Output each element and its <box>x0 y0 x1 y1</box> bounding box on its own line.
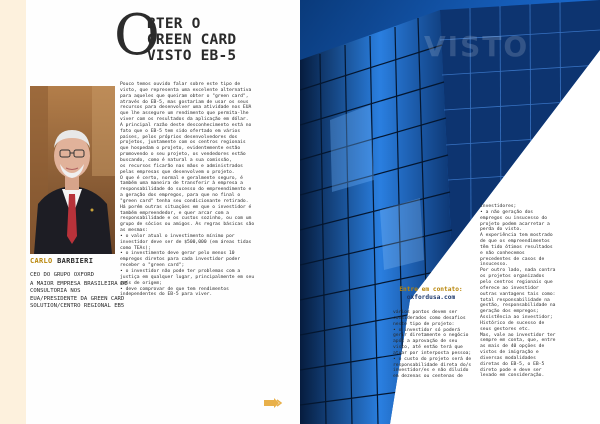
contact-link[interactable]: oxfordusa.com <box>406 294 456 301</box>
bullet: • deve comprovar de que tem rendimentos independentes do EB-5 para viver. <box>120 286 229 298</box>
author-first-name: CARLO <box>30 257 53 265</box>
paragraph: O que é certo, normal e geralmente seguro, é também uma maneira de transferir à empresa a responsabilidade do sucesso do empreendimento e a geração dos empregos, para que no final o "green card" tenha seu condicionante retirado. <box>120 175 252 204</box>
article-body-left <box>120 82 255 298</box>
title-lines <box>147 16 236 64</box>
author-photo <box>30 86 115 254</box>
paragraph: Pouco temos ouvido falar sobre este tipo de visto, que representa uma excelente alternativa para aqueles que queiram obter o "green card", através do EB-5, mas gostariam de usar os seus recursos para desenvolver uma atividade nos EUA que lhe assegure um rendimento que permita-lhe viver com os resultados da aplicação em dólar. <box>120 82 252 123</box>
paragraph: A experiência tem mostrado de que os empreendimentos têm tido ótimos resultados e não conhecemos precedentes de casos de insucesso. <box>480 233 553 268</box>
paragraph: Há porém outras situações em que o investidor é também empreendedor, e quer arcar com a responsabilidade e os custos sozinho, ou com um grupo de sócios ou amigos. As regras básicas são as mesmas: <box>120 204 255 234</box>
continue-arrow-icon <box>264 398 286 408</box>
bullet: • o investidor não pode ter problemas com a justiça em qualquer lugar, principalmente em seu país de origem; <box>120 269 255 286</box>
author-portrait-illustration <box>30 86 115 254</box>
bullet: • o investimento deve gerar pelo menos 10 empregos diretos para cada investidor poder receber o "green card"; <box>120 251 241 269</box>
title-drop-cap: O <box>114 3 160 68</box>
bullet: • a não geração dos empregos ou insucesso do projeto podem acarretar a perda do visto. <box>480 209 550 233</box>
article-title <box>114 3 294 72</box>
paragraph: Por outro lado, nada contra os projetos organizados pelo centros regionais que oferece ao investidor outras vantagens tais como: total responsabilidade na gestão, responsabilidade na geração dos empregos; Assistência ao investidor; Histórico de sucesso de seus gestores etc. <box>480 268 556 332</box>
paragraph: Mas, vale ao investidor ter sempre em conta, que, entre as mais de 40 opções de vistos de imigração e diversas modalidades diretas do EB-5, o EB-5 direto pode e deve ser levado em consideração. <box>480 332 556 379</box>
watermark: VISTO <box>424 30 530 63</box>
contact-label: Entre em contato: <box>399 286 463 293</box>
paragraph: vários pontos devem ser considerados como desafios neste tipo de projeto: <box>393 310 466 327</box>
bullet: • o investidor só poderá gerir diretamente o negócio após a aprovação de seu visto, até então terá que atuar por interposta pessoa; <box>393 327 472 356</box>
author-last-name: BARBIERI <box>57 257 94 265</box>
title-line-1: BTER O <box>147 16 201 32</box>
author-role-line-2: A MAIOR EMPRESA BRASILEIRA DE CONSULTORIA NOS EUA/PRESIDENTE DA GREEN CARD SOLUTION/CENTRO REGIONAL EB5 <box>30 281 128 309</box>
paragraph: A principal razão deste desconhecimento está no fato que o EB-5 tem sido ofertado em vários países, pelos próprios desenvolvedores dos projetos, juntamente com os centros regionais que hospedam o projeto, evidentemente estão promovendo o seu projeto, os vendedores estão buscando, como é natural a sua comissão, <box>120 122 252 163</box>
paragraph: investidores; <box>480 204 517 209</box>
paragraph: os recursos ficarão nas mãos e administrados pelas empresas que desenvolvem o projeto. <box>120 163 243 175</box>
author-role <box>30 272 130 312</box>
contact-box <box>388 286 474 302</box>
page-edge-strip <box>0 0 26 424</box>
author-role-line-1: CEO DO GRUPO OXFORD <box>30 272 94 278</box>
author-name <box>30 257 93 265</box>
article-body-right-1 <box>393 310 475 380</box>
title-line-3: VISTO EB-5 <box>147 48 237 64</box>
bullet: • o valor atual o investimento mínimo por investidor deve ser de $500,000 (em áreas tidas como TEAs); <box>120 233 252 251</box>
bullet: • o custo do projeto será de responsabilidade direta do/s investidor/es e não diluído em dezenas ou centenas de <box>393 356 472 380</box>
title-line-2: GREEN CARD <box>147 32 237 48</box>
article-body-right-2 <box>480 204 556 379</box>
